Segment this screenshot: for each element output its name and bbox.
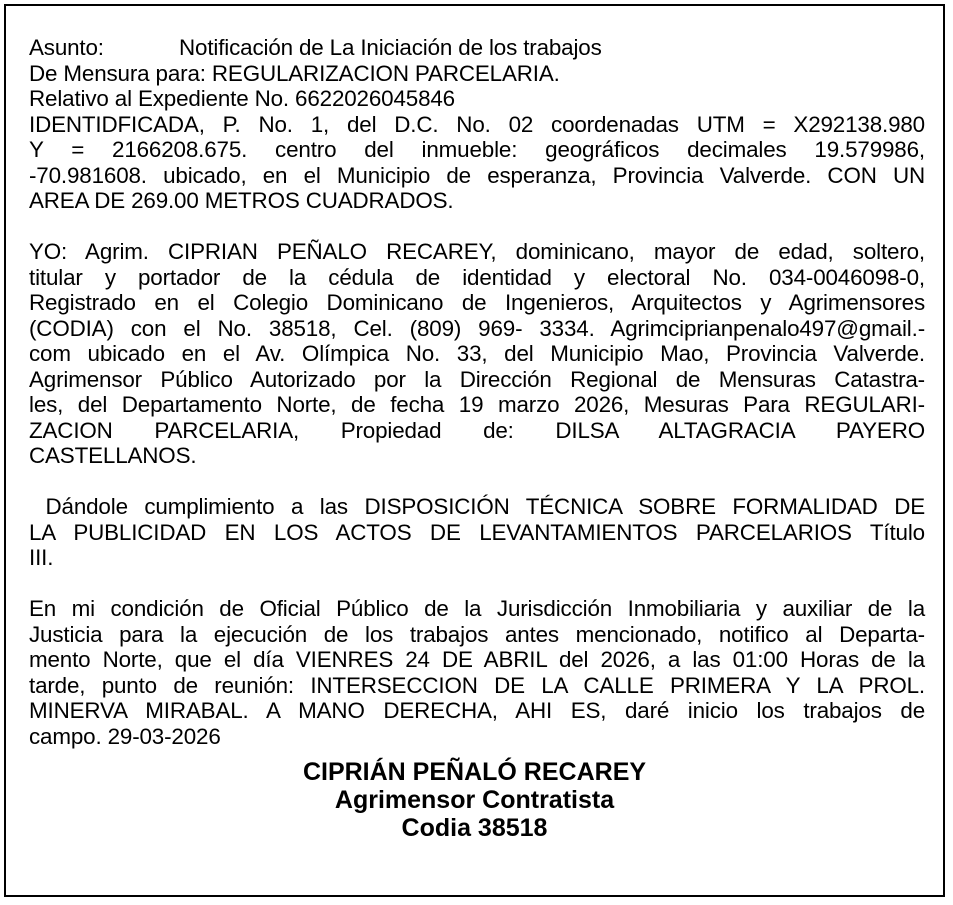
signer-codia: Codia 38518	[401, 814, 548, 842]
text-line: Relativo al Expediente No. 6622026045846	[29, 86, 455, 111]
text-line: -70.981608. ubicado, en el Municipio de esperanza, Provincia Valverde. CON UN	[29, 162, 925, 188]
text-line: Registrado en el Colegio Dominicano de Ingenieros, Arquitectos y Agrimensores	[29, 290, 925, 315]
text-line: campo. 29-03-2026	[29, 723, 221, 749]
paragraph-surveyor-identity	[29, 239, 925, 469]
text-line: III.	[29, 545, 54, 570]
signature-block	[6, 758, 943, 842]
text-line: Dándole cumplimiento a las DISPOSICIÓN TÉCNICA SOBRE FORMALIDAD DE	[29, 494, 925, 519]
notice-body	[29, 35, 925, 749]
signer-title: Agrimensor Contratista	[334, 786, 615, 814]
text-line: LA PUBLICIDAD EN LOS ACTOS DE LEVANTAMIENTOS PARCELARIOS Título	[29, 519, 925, 545]
signer-name: CIPRIÁN PEÑALÓ RECAREY	[302, 758, 647, 786]
text-line: Justicia para la ejecución de los trabajos antes mencionado, notifico al Departa-	[29, 621, 925, 647]
paragraph-gap	[29, 469, 925, 495]
text-line: (CODIA) con el No. 38518, Cel. (809) 969- 3334. Agrimciprianpenalo497@gmail.-	[29, 315, 925, 341]
text-line: tarde, punto de reunión: INTERSECCION DE LA CALLE PRIMERA Y LA PROL.	[29, 672, 925, 698]
text-line: com ubicado en el Av. Olímpica No. 33, del Municipio Mao, Provincia Valverde.	[29, 341, 925, 366]
text-line: YO: Agrim. CIPRIAN PEÑALO RECAREY, dominicano, mayor de edad, soltero,	[29, 239, 925, 264]
text-line: Y = 2166208.675. centro del inmueble: geográficos decimales 19.579986,	[29, 137, 925, 162]
text-line: ZACION PARCELARIA, Propiedad de: DILSA ALTAGRACIA PAYERO	[29, 417, 925, 443]
subject-line	[29, 35, 925, 61]
paragraph-gap	[29, 571, 925, 597]
text-line: Agrimensor Público Autorizado por la Dirección Regional de Mensuras Catastra-	[29, 366, 925, 392]
paragraph-technical-disposition	[29, 494, 925, 571]
paragraph-meeting-notice	[29, 596, 925, 749]
text-line: MINERVA MIRABAL. A MANO DERECHA, AHI ES, daré inicio los trabajos de	[29, 698, 925, 723]
paragraph-survey-details	[29, 61, 925, 214]
text-line: En mi condición de Oficial Público de la Jurisdicción Inmobiliaria y auxiliar de la	[29, 596, 925, 621]
legal-notice	[4, 4, 945, 897]
text-line: les, del Departamento Norte, de fecha 19 marzo 2026, Mesuras Para REGULARI-	[29, 392, 925, 417]
text-line: De Mensura para: REGULARIZACION PARCELARIA.	[29, 60, 560, 86]
subject-value: Notificación de La Iniciación de los trabajos	[179, 35, 602, 60]
text-line: mento Norte, que el día VIENRES 24 DE ABRIL del 2026, a las 01:00 Horas de la	[29, 647, 925, 672]
paragraph-gap	[29, 214, 925, 240]
text-line: AREA DE 269.00 METROS CUADRADOS.	[29, 188, 454, 213]
text-line: IDENTIDFICADA, P. No. 1, del D.C. No. 02 coordenadas UTM = X292138.980	[29, 111, 925, 137]
text-line: CASTELLANOS.	[29, 443, 197, 468]
subject-label: Asunto:	[29, 35, 104, 60]
text-line: titular y portador de la cédula de identidad y electoral No. 034-0046098-0,	[29, 264, 925, 290]
